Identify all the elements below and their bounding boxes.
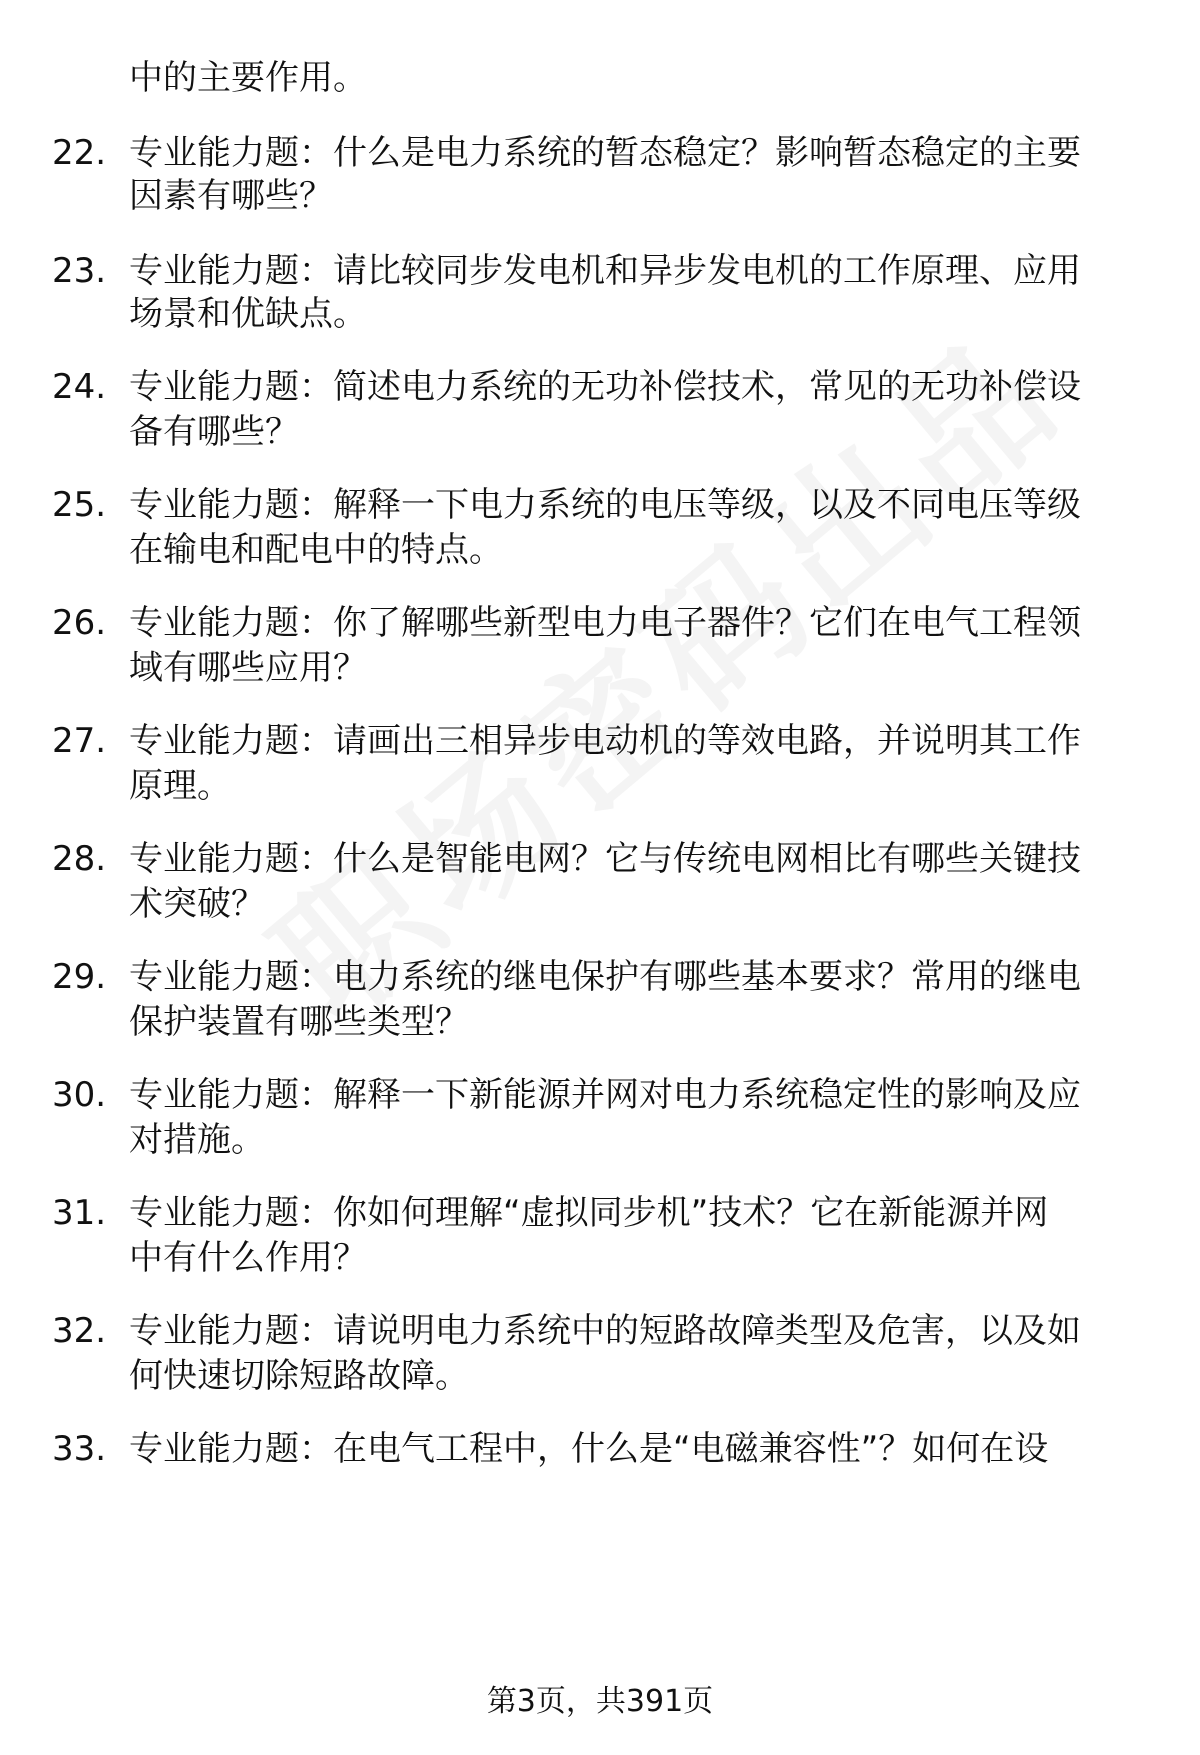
question-number: 33. (52, 1429, 107, 1469)
question-number: 24. (52, 367, 107, 407)
question-text-line2: 保护装置有哪些类型？ (129, 1002, 469, 1042)
question-number: 23. (52, 251, 107, 291)
question-text-line2: 对措施。 (129, 1120, 265, 1160)
question-number: 27. (52, 721, 107, 761)
question-text-line2: 何快速切除短路故障。 (129, 1356, 469, 1396)
question-text-line1: 专业能力题：简述电力系统的无功补偿技术，常见的无功补偿设 (129, 367, 1081, 407)
question-text-line2: 因素有哪些？ (129, 176, 333, 216)
question-text-line1: 专业能力题：请比较同步发电机和异步发电机的工作原理、应用 (129, 251, 1081, 291)
question-number: 28. (52, 839, 107, 879)
question-text-line1: 专业能力题：在电气工程中，什么是“电磁兼容性”？如何在设 (129, 1429, 1049, 1469)
question-text-line1: 专业能力题：你如何理解“虚拟同步机”技术？它在新能源并网 (129, 1193, 1049, 1233)
question-text-line2: 域有哪些应用？ (129, 648, 367, 688)
question-number: 32. (52, 1311, 107, 1351)
question-text-line2: 在输电和配电中的特点。 (129, 530, 503, 570)
question-text-line2: 原理。 (129, 766, 231, 806)
question-text-line1: 专业能力题：电力系统的继电保护有哪些基本要求？常用的继电 (129, 957, 1081, 997)
question-text-line2: 中有什么作用？ (129, 1238, 367, 1278)
question-text-line1: 专业能力题：请说明电力系统中的短路故障类型及危害，以及如 (129, 1311, 1081, 1351)
question-number: 25. (52, 485, 107, 525)
question-text-line2: 备有哪些？ (129, 412, 299, 452)
question-number: 31. (52, 1193, 107, 1233)
question-text-line1: 专业能力题：解释一下新能源并网对电力系统稳定性的影响及应 (129, 1075, 1081, 1115)
question-number: 30. (52, 1075, 107, 1115)
question-text-line1: 专业能力题：请画出三相异步电动机的等效电路，并说明其工作 (129, 721, 1081, 761)
question-text-line1: 专业能力题：你了解哪些新型电力电子器件？它们在电气工程领 (129, 603, 1081, 643)
question-text-line1: 专业能力题：什么是智能电网？它与传统电网相比有哪些关键技 (129, 839, 1081, 879)
question-number: 29. (52, 957, 107, 997)
question-text-line1: 专业能力题：解释一下电力系统的电压等级，以及不同电压等级 (129, 485, 1081, 525)
page-footer: 第3页，共391页 (486, 1684, 714, 1719)
question-text-line2: 术突破？ (129, 884, 265, 924)
question-number: 22. (52, 133, 107, 173)
question-number: 26. (52, 603, 107, 643)
question-text-line1: 专业能力题：什么是电力系统的暂态稳定？影响暂态稳定的主要 (129, 133, 1081, 173)
question-text-line2: 场景和优缺点。 (129, 294, 367, 334)
continued-line: 中的主要作用。 (129, 58, 367, 98)
